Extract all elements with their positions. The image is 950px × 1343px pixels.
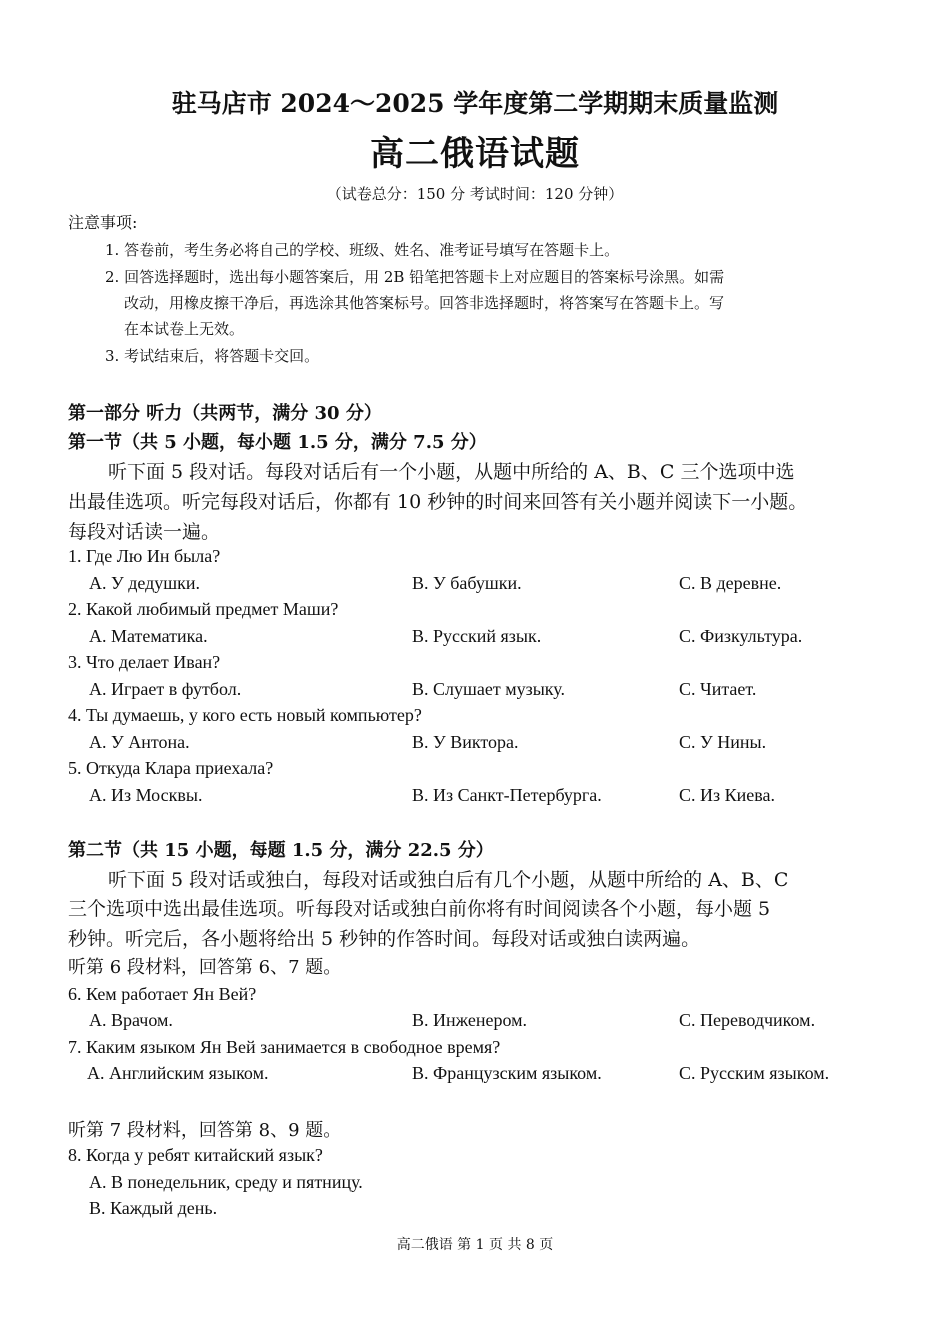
question-text: 2. Какой любимый предмет Маши? — [68, 599, 339, 619]
option-c: C. Русским языком. — [679, 1063, 830, 1083]
exam-title: 驻马店市 2024～2025 学年度第二学期期末质量监测 — [171, 89, 779, 118]
option-a: A. Играет в футбол. — [89, 679, 242, 699]
option-c: C. Физкультура. — [679, 626, 803, 646]
note-item: 1. 答卷前，考生务必将自己的学校、班级、姓名、准考证号填写在答题卡上。 — [105, 241, 620, 259]
question-text: 8. Когда у ребят китайский язык? — [68, 1145, 323, 1165]
question-text: 7. Каким языком Ян Вей занимается в свободное время? — [68, 1037, 501, 1057]
question-text: 6. Кем работает Ян Вей? — [68, 984, 257, 1004]
option-a: A. У дедушки. — [89, 573, 201, 593]
option-c: C. Читает. — [679, 679, 757, 699]
note-item: 2. 回答选择题时，选出每小题答案后，用 2B 铅笔把答题卡上对应题目的答案标号涂黑。如需 — [105, 268, 725, 286]
option-c: C. У Нины. — [679, 732, 767, 752]
option-b: B. Из Санкт-Петербурга. — [412, 785, 602, 805]
question-text: 4. Ты думаешь, у кого есть новый компьютер? — [68, 705, 422, 725]
section2-instructions: 秒钟。听完后，各小题将给出 5 秒钟的作答时间。每段对话或独白读两遍。 — [68, 928, 701, 950]
option-b: B. Инженером. — [412, 1010, 527, 1030]
option-b: B. Русский язык. — [412, 626, 542, 646]
option-b: B. У Виктора. — [412, 732, 519, 752]
option-c: C. Из Киева. — [679, 785, 775, 805]
option-a: A. Математика. — [89, 626, 208, 646]
option-b: B. Слушает музыку. — [412, 679, 565, 699]
exam-subtitle: 高二俄语试题 — [370, 134, 580, 174]
option-a: A. Врачом. — [89, 1010, 173, 1030]
section2-instructions: 听下面 5 段对话或独白，每段对话或独白后有几个小题，从题中所给的 A、B、C — [108, 869, 789, 891]
part1-heading: 第一部分 听力（共两节，满分 30 分） — [68, 403, 382, 424]
option-c: C. Переводчиком. — [679, 1010, 816, 1030]
question-text: 3. Что делает Иван? — [68, 652, 221, 672]
question-text: 1. Где Лю Ин была? — [68, 546, 221, 566]
option-b: B. Каждый день. — [89, 1198, 218, 1218]
notes-heading: 注意事项: — [68, 213, 138, 232]
option-b: B. У бабушки. — [412, 573, 522, 593]
option-a: A. Из Москвы. — [89, 785, 203, 805]
section2-instructions: 三个选项中选出最佳选项。听每段对话或独白前你将有时间阅读各个小题，每小题 5 — [68, 898, 771, 920]
note-item: 改动，用橡皮擦干净后，再选涂其他答案标号。回答非选择题时，将答案写在答题卡上。写 — [124, 294, 725, 312]
page-footer: 高二俄语 第 1 页 共 8 页 — [396, 1237, 554, 1253]
option-a: A. В понедельник, среду и пятницу. — [89, 1172, 363, 1192]
note-item: 3. 考试结束后，将答题卡交回。 — [105, 347, 320, 365]
material-note: 听第 6 段材料，回答第 6、7 题。 — [68, 957, 342, 978]
question-text: 5. Откуда Клара приехала? — [68, 758, 274, 778]
section1-heading: 第一节（共 5 小题，每小题 1.5 分，满分 7.5 分） — [68, 432, 487, 453]
note-item: 在本试卷上无效。 — [124, 320, 245, 338]
option-c: C. В деревне. — [679, 573, 782, 593]
material-note: 听第 7 段材料，回答第 8、9 题。 — [68, 1120, 342, 1141]
section2-heading: 第二节（共 15 小题，每题 1.5 分，满分 22.5 分） — [68, 840, 494, 861]
section1-instructions: 出最佳选项。听完每段对话后，你都有 10 秒钟的时间来回答有关小题并阅读下一小题。 — [68, 491, 808, 513]
exam-info: （试卷总分：150 分 考试时间：120 分钟） — [326, 185, 624, 203]
option-a: A. У Антона. — [89, 732, 190, 752]
section1-instructions: 每段对话读一遍。 — [68, 521, 221, 543]
option-a: A. Английским языком. — [87, 1063, 269, 1083]
option-b: B. Французским языком. — [412, 1063, 602, 1083]
section1-instructions: 听下面 5 段对话。每段对话后有一个小题，从题中所给的 A、B、C 三个选项中选 — [108, 461, 795, 483]
